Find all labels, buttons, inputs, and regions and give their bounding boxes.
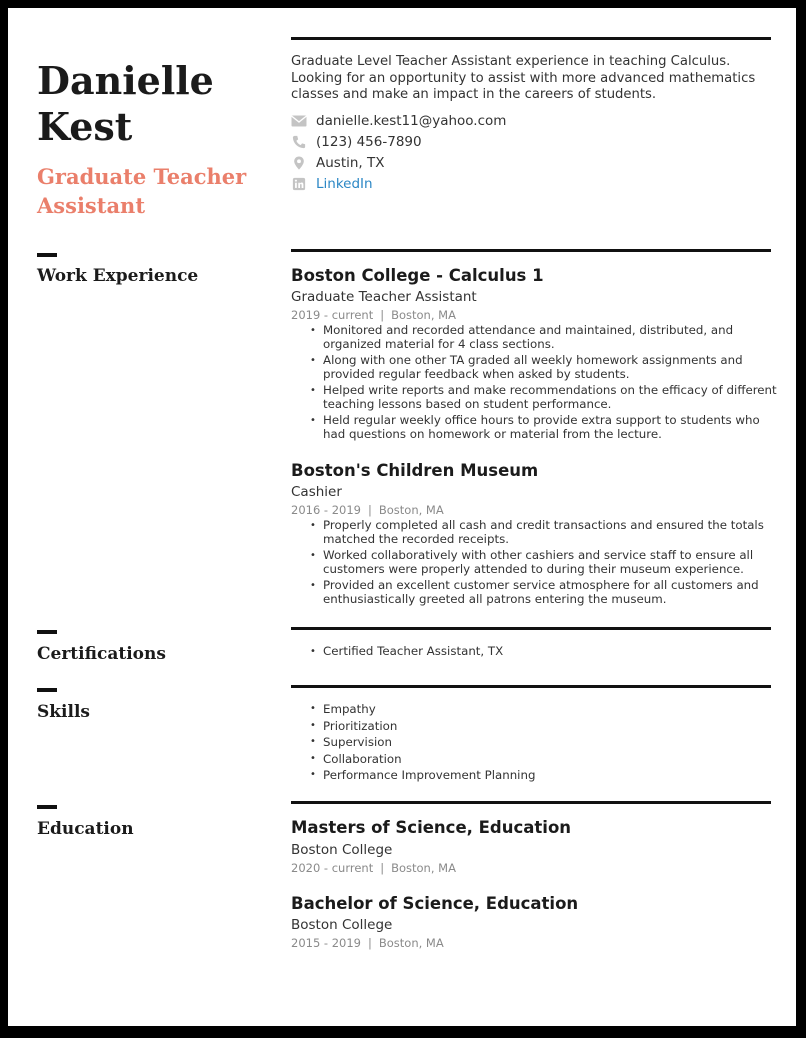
location-icon xyxy=(291,156,307,170)
linkedin-icon xyxy=(291,177,307,191)
work-rule xyxy=(291,249,771,252)
education-rule xyxy=(291,801,771,804)
job-position: Cashier xyxy=(291,484,342,500)
phone-icon xyxy=(291,135,307,149)
contact-location xyxy=(291,152,771,173)
list-item: • Empathy xyxy=(308,702,778,716)
list-item: • Properly completed all cash and credit transactions and ensured the totals matched the recorded receipts. xyxy=(308,519,778,546)
education-section-title: Education xyxy=(37,819,134,839)
job-role xyxy=(37,162,277,220)
phone-text: (123) 456-7890 xyxy=(316,133,422,150)
job-location: Boston, MA xyxy=(391,308,456,322)
list-item: • Certified Teacher Assistant, TX xyxy=(308,645,778,659)
skills-section-bar xyxy=(37,688,57,692)
location-text: Austin, TX xyxy=(316,154,385,171)
certifications-section-title: Certifications xyxy=(37,644,166,664)
role-line-1: Graduate Teacher xyxy=(37,164,247,189)
job-location: Boston, MA xyxy=(378,503,444,517)
role-line-2: Assistant xyxy=(37,193,146,218)
contact-linkedin xyxy=(291,173,771,194)
list-item: • Held regular weekly office hours to provide extra support to students who had questions on homework or material from the lecture. xyxy=(308,414,778,441)
list-item: • Performance Improvement Planning xyxy=(308,768,778,782)
list-item: • Monitored and recorded attendance and maintained, distributed, and organized material for 4 class sections. xyxy=(308,324,778,351)
job-dates: 2019 - current xyxy=(291,308,374,322)
education-meta: 2015 - 2019 | Boston, MA xyxy=(291,936,444,950)
email-icon xyxy=(291,114,307,128)
candidate-name xyxy=(37,58,277,150)
skills-list xyxy=(308,702,778,785)
education-location: Boston, MA xyxy=(391,861,456,875)
job-bullets xyxy=(308,324,778,444)
first-name: Danielle xyxy=(37,58,214,103)
job-bullets xyxy=(308,519,778,609)
list-item: • Collaboration xyxy=(308,752,778,766)
job-title: Boston College - Calculus 1 xyxy=(291,266,544,285)
skills-rule xyxy=(291,685,771,688)
resume-page xyxy=(8,8,796,1026)
list-item: • Helped write reports and make recommendations on the efficacy of different teaching lessons based on student performance. xyxy=(308,384,778,411)
last-name: Kest xyxy=(37,104,133,149)
list-item: • Along with one other TA graded all weekly homework assignments and provided regular feedback when asked by students. xyxy=(308,354,778,381)
contact-email xyxy=(291,110,771,131)
linkedin-link[interactable]: LinkedIn xyxy=(316,175,373,192)
school-name: Boston College xyxy=(291,917,393,933)
certifications-rule xyxy=(291,627,771,630)
certifications-section-bar xyxy=(37,630,57,634)
degree-title: Bachelor of Science, Education xyxy=(291,894,579,913)
degree-title: Masters of Science, Education xyxy=(291,818,572,837)
list-item: • Prioritization xyxy=(308,719,778,733)
education-dates: 2015 - 2019 xyxy=(291,936,361,950)
job-position: Graduate Teacher Assistant xyxy=(291,289,477,305)
job-meta: 2019 - current | Boston, MA xyxy=(291,308,456,322)
job-meta: 2016 - 2019 | Boston, MA xyxy=(291,503,444,517)
list-item: • Supervision xyxy=(308,735,778,749)
work-section-title: Work Experience xyxy=(37,266,199,286)
top-rule xyxy=(291,37,771,40)
job-title: Boston's Children Museum xyxy=(291,461,539,480)
summary: Graduate Level Teacher Assistant experience in teaching Calculus. Looking for an opportunity to assist with more advanced mathematics classes and make an impact in the careers of students. xyxy=(291,54,756,102)
education-dates: 2020 - current xyxy=(291,861,374,875)
work-section-bar xyxy=(37,253,57,257)
list-item: • Worked collaboratively with other cashiers and service staff to ensure all customers were properly attended to during their museum experience. xyxy=(308,549,778,576)
contact-phone xyxy=(291,131,771,152)
email-text: danielle.kest11@yahoo.com xyxy=(316,112,507,129)
skills-section-title: Skills xyxy=(37,702,91,722)
education-meta: 2020 - current | Boston, MA xyxy=(291,861,456,875)
education-location: Boston, MA xyxy=(378,936,444,950)
school-name: Boston College xyxy=(291,842,393,858)
education-section-bar xyxy=(37,805,57,809)
list-item: • Provided an excellent customer service atmosphere for all customers and enthusiastically greeted all patrons entering the museum. xyxy=(308,579,778,606)
job-dates: 2016 - 2019 xyxy=(291,503,361,517)
certifications-list xyxy=(308,645,778,662)
